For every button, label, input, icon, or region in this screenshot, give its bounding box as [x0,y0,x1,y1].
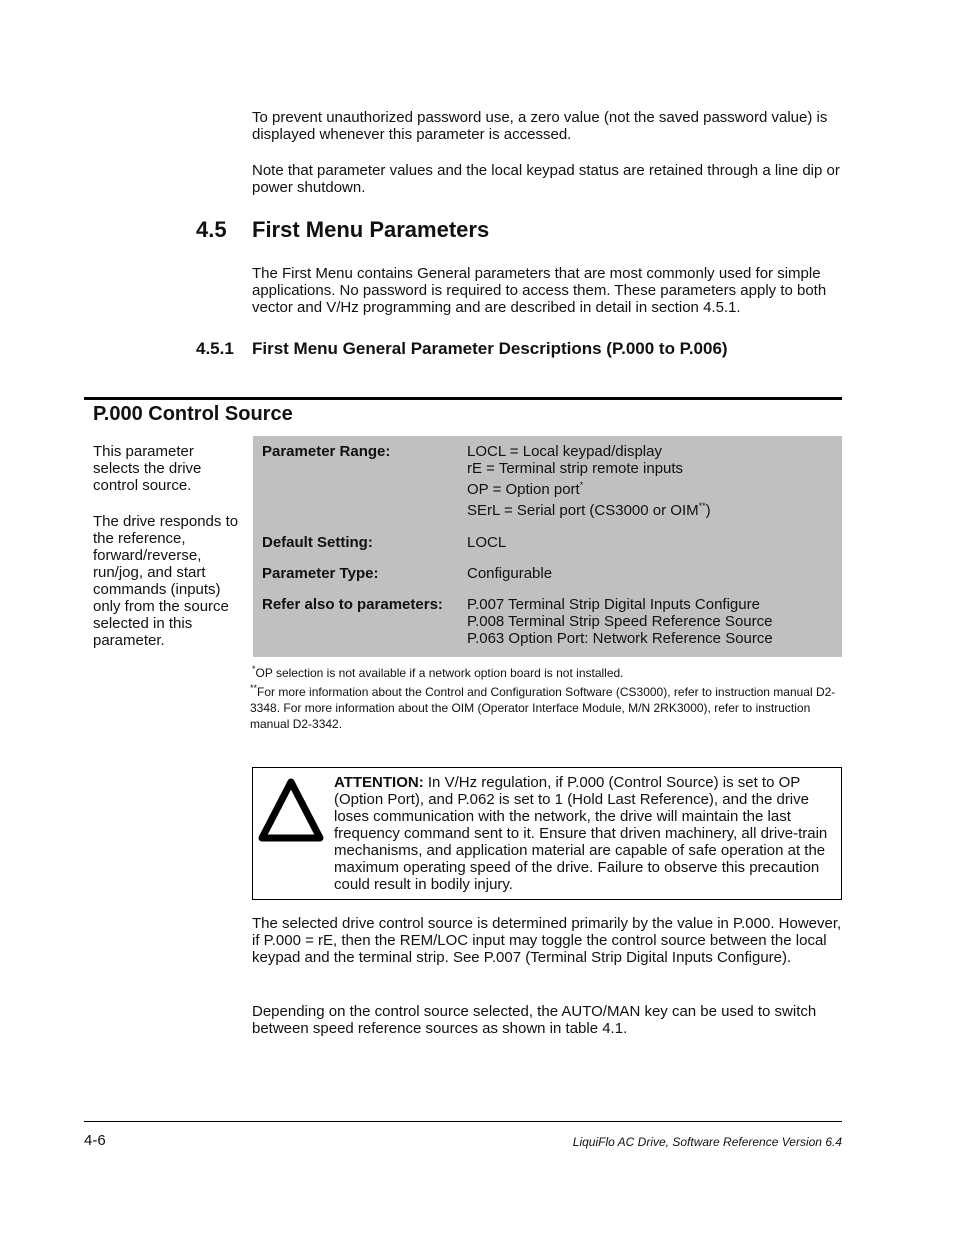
body-paragraph-2: Depending on the control source selected, the AUTO/MAN key can be used to switch between speed reference sources as shown in table 4.1. [252,1003,817,1037]
parameter-side-paragraph-1: This parameter selects the drive control source. [93,443,202,494]
intro-paragraph-2: Note that parameter values and the local keypad status are retained through a line dip or power shutdown. [252,162,840,196]
refer-label: Refer also to parameters: [262,596,443,613]
refer-values [467,596,773,647]
section-body: The First Menu contains General parameters that are most commonly used for simple applications. No password is required to access them. These parameters apply to both vector and V/Hz programming and are described in detail in section 4.5.1. [252,265,827,316]
footnote-2 [250,684,842,732]
body-paragraph-1: The selected drive control source is determined primarily by the value in P.000. However, if P.000 = rE, then the REM/LOC input may toggle the control source between the local keypad and the terminal strip. See P.007 (Terminal Strip Digital Inputs Configure). [252,915,842,966]
type-label: Parameter Type: [262,565,379,582]
subsection-number: 4.5.1 [196,339,234,358]
page-number: 4-6 [84,1132,106,1149]
default-value: LOCL [467,534,507,551]
refer-value-p063: P.063 Option Port: Network Reference Source [467,630,773,647]
attention-message: In V/Hz regulation, if P.000 (Control Source) is set to OP (Option Port), and P.062 is set to 1 (Hold Last Reference), and the drive loses communication with the network, the drive will maintain the last frequency command sent to it. Ensure that driven machinery, all drive-train mechanisms, and application material are capable of safe operation at the maximum operating speed of the drive. Failure to observe this precaution could result in bodily injury. [334,774,828,893]
parameter-side-paragraph-2: The drive responds to the reference, forward/reverse, run/jog, and start commands (inputs) only from the source selected in this parameter. [93,513,239,649]
footnote-1 [252,665,842,681]
footnote-1-mark: * [252,664,256,674]
range-values [467,443,711,519]
type-value: Configurable [467,565,553,582]
footnote-2-mark: ** [250,683,258,693]
footer-rule [84,1121,842,1122]
attention-text [334,774,834,893]
footnote-1-text: OP selection is not available if a network option board is not installed. [255,666,624,680]
range-value-serl-text: SErL = Serial port (CS3000 or OIM [467,502,699,519]
range-value-serl [467,502,711,519]
parameter-table [253,436,842,657]
refer-value-p007: P.007 Terminal Strip Digital Inputs Configure [467,596,760,613]
range-value-serl-close: ) [705,502,711,519]
attention-box [252,767,842,900]
range-value-re: rE = Terminal strip remote inputs [467,460,684,477]
subsection-title: First Menu General Parameter Descriptions (P.000 to P.006) [252,339,728,358]
refer-value-p008: P.008 Terminal Strip Speed Reference Source [467,613,773,630]
range-value-op [467,481,711,498]
attention-label: ATTENTION: [334,774,424,791]
section-number: 4.5 [196,217,227,242]
warning-triangle-icon [257,776,325,842]
parameter-top-rule [84,397,842,400]
range-value-locl: LOCL = Local keypad/display [467,443,662,460]
footnote-ref-1: * [579,480,584,490]
default-label: Default Setting: [262,534,373,551]
range-label: Parameter Range: [262,443,391,460]
footnote-2-text: For more information about the Control and Configuration Software (CS3000), refer to instruction manual D2-3348. For more information about the OIM (Operator Interface Module, M/N 2RK3000), refer to instruction manual D2-3342. [250,685,836,731]
intro-paragraph-1: To prevent unauthorized password use, a zero value (not the saved password value) is displayed whenever this parameter is accessed. [252,109,828,143]
footnote-ref-2: ** [698,501,706,511]
footer-doc-title: LiquiFlo AC Drive, Software Reference Version 6.4 [572,1135,842,1149]
parameter-title: P.000 Control Source [93,403,293,425]
range-value-op-text: OP = Option port [467,481,580,498]
section-title: First Menu Parameters [252,217,490,242]
